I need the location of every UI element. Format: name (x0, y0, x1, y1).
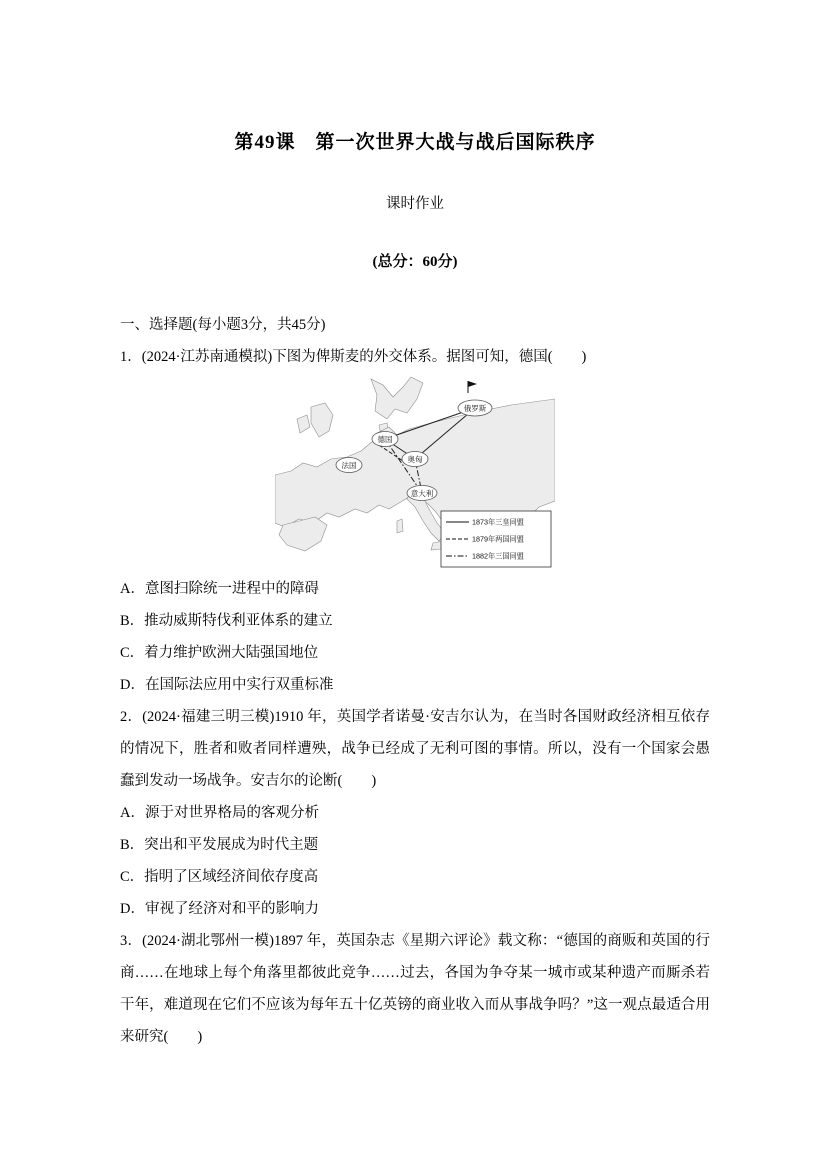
question-1-option-d: D．在国际法应用中实行双重标准 (120, 677, 334, 693)
question-1-stem: 1．(2024·江苏南通模拟)下图为俾斯麦的外交体系。据图可知，德国( ) (120, 349, 587, 365)
country-label-italy (407, 486, 437, 501)
svg-text:俄罗斯: 俄罗斯 (463, 404, 487, 413)
country-label-germany (372, 432, 398, 447)
question-2-option-a: A．源于对世界格局的客观分析 (120, 805, 319, 821)
svg-text:1882年三国同盟: 1882年三国同盟 (472, 551, 524, 561)
svg-text:法国: 法国 (341, 461, 357, 470)
svg-text:德国: 德国 (377, 435, 393, 444)
svg-text:1873年三皇同盟: 1873年三皇同盟 (472, 517, 524, 527)
map-svg (275, 375, 555, 571)
country-label-austria (402, 452, 428, 467)
page-subtitle: 课时作业 (386, 196, 444, 212)
question-2-stem: 2．(2024·福建三明三模)1910 年，英国学者诺曼·安吉尔认为，在当时各国财政经济相互依存的情况下，胜者和败者同样遭殃，战争已经成了无利可图的事情。所以，没有一个国家会愚蠢到发动一场战争。安吉尔的论断( ) (120, 709, 710, 789)
page-title: 第49课 第一次世界大战与战后国际秩序 (234, 132, 596, 153)
svg-text:奥匈: 奥匈 (407, 455, 423, 464)
svg-text:意大利: 意大利 (410, 489, 434, 498)
map-land-sardinia (397, 519, 403, 533)
total-score: (总分：60分) (372, 254, 458, 270)
question-1-option-b: B．推动威斯特伐利亚体系的建立 (120, 613, 333, 629)
bismarck-alliance-map (275, 375, 555, 571)
question-1-option-a: A．意图扫除统一进程中的障碍 (120, 581, 319, 597)
map-legend (441, 511, 551, 567)
question-1-option-c: C．着力维护欧洲大陆强国地位 (120, 645, 319, 661)
svg-text:1879年两国同盟: 1879年两国同盟 (472, 534, 524, 544)
country-label-france (336, 458, 362, 473)
question-2-option-b: B．突出和平发展成为时代主题 (120, 837, 319, 853)
question-2-option-c: C．指明了区域经济间依存度高 (120, 869, 319, 885)
country-label-russia (458, 400, 492, 416)
question-3-stem: 3．(2024·湖北鄂州一模)1897 年，英国杂志《星期六评论》载文称：“德国的商贩和英国的行商……在地球上每个角落里都彼此竞争……过去，各国为争夺某一城市或某种遗产而厮杀若干年，难道现在它们不应该为每年五十亿英镑的商业收入而从事战争吗？”这一观点最适合用来研究( ) (120, 933, 710, 1045)
section-heading: 一、选择题(每小题3分，共45分) (120, 317, 326, 333)
question-2-option-d: D．审视了经济对和平的影响力 (120, 901, 319, 917)
